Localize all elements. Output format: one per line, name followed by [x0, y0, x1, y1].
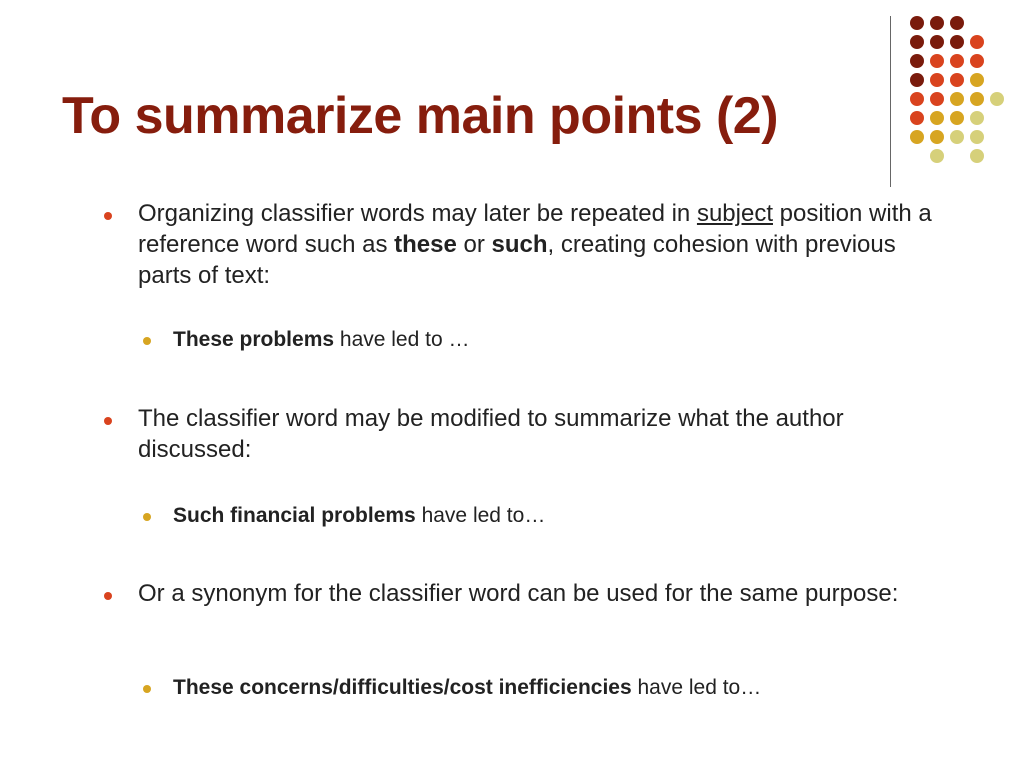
bullet-text-run: these [394, 231, 457, 258]
bullet-marker-icon [143, 337, 151, 345]
bullet-text-run: The classifier word may be modified to summarize what the author discussed: [138, 405, 844, 463]
bullet-item [138, 198, 938, 291]
sub-bullet-item [173, 502, 953, 530]
bullet-item [138, 578, 938, 609]
bullet-text-run: , creating cohesion with previous parts of text: [138, 231, 896, 289]
bullet-text-run: have led to… [415, 504, 546, 527]
bullet-text-run: Such financial problems [173, 504, 416, 527]
bullet-marker-icon [143, 513, 151, 521]
bullet-marker-icon [104, 212, 112, 220]
bullet-text-run: have led to … [334, 328, 470, 351]
bullet-text-run: These problems [173, 328, 335, 351]
slide-title: To summarize main points (2) [62, 87, 779, 145]
bullet-text-run: have led to… [631, 676, 762, 699]
bullet-text-run: Organizing classifier words may later be repeated in [138, 200, 697, 227]
bullet-marker-icon [104, 592, 112, 600]
bullet-marker-icon [104, 417, 112, 425]
bullet-text-run: These concerns/difficulties/cost inefficiencies [173, 676, 632, 699]
bullet-marker-icon [143, 685, 151, 693]
bullet-text-run: or [456, 231, 492, 258]
sub-bullet-item [173, 674, 953, 702]
bullet-text-run: position with a reference word such as [138, 200, 932, 258]
bullet-text-run: such [491, 231, 548, 258]
bullet-item [138, 403, 938, 465]
bullet-text-run: Or a synonym for the classifier word can be used for the same purpose: [138, 580, 899, 607]
sub-bullet-item [173, 326, 953, 354]
bullet-text-run: subject [696, 200, 773, 227]
